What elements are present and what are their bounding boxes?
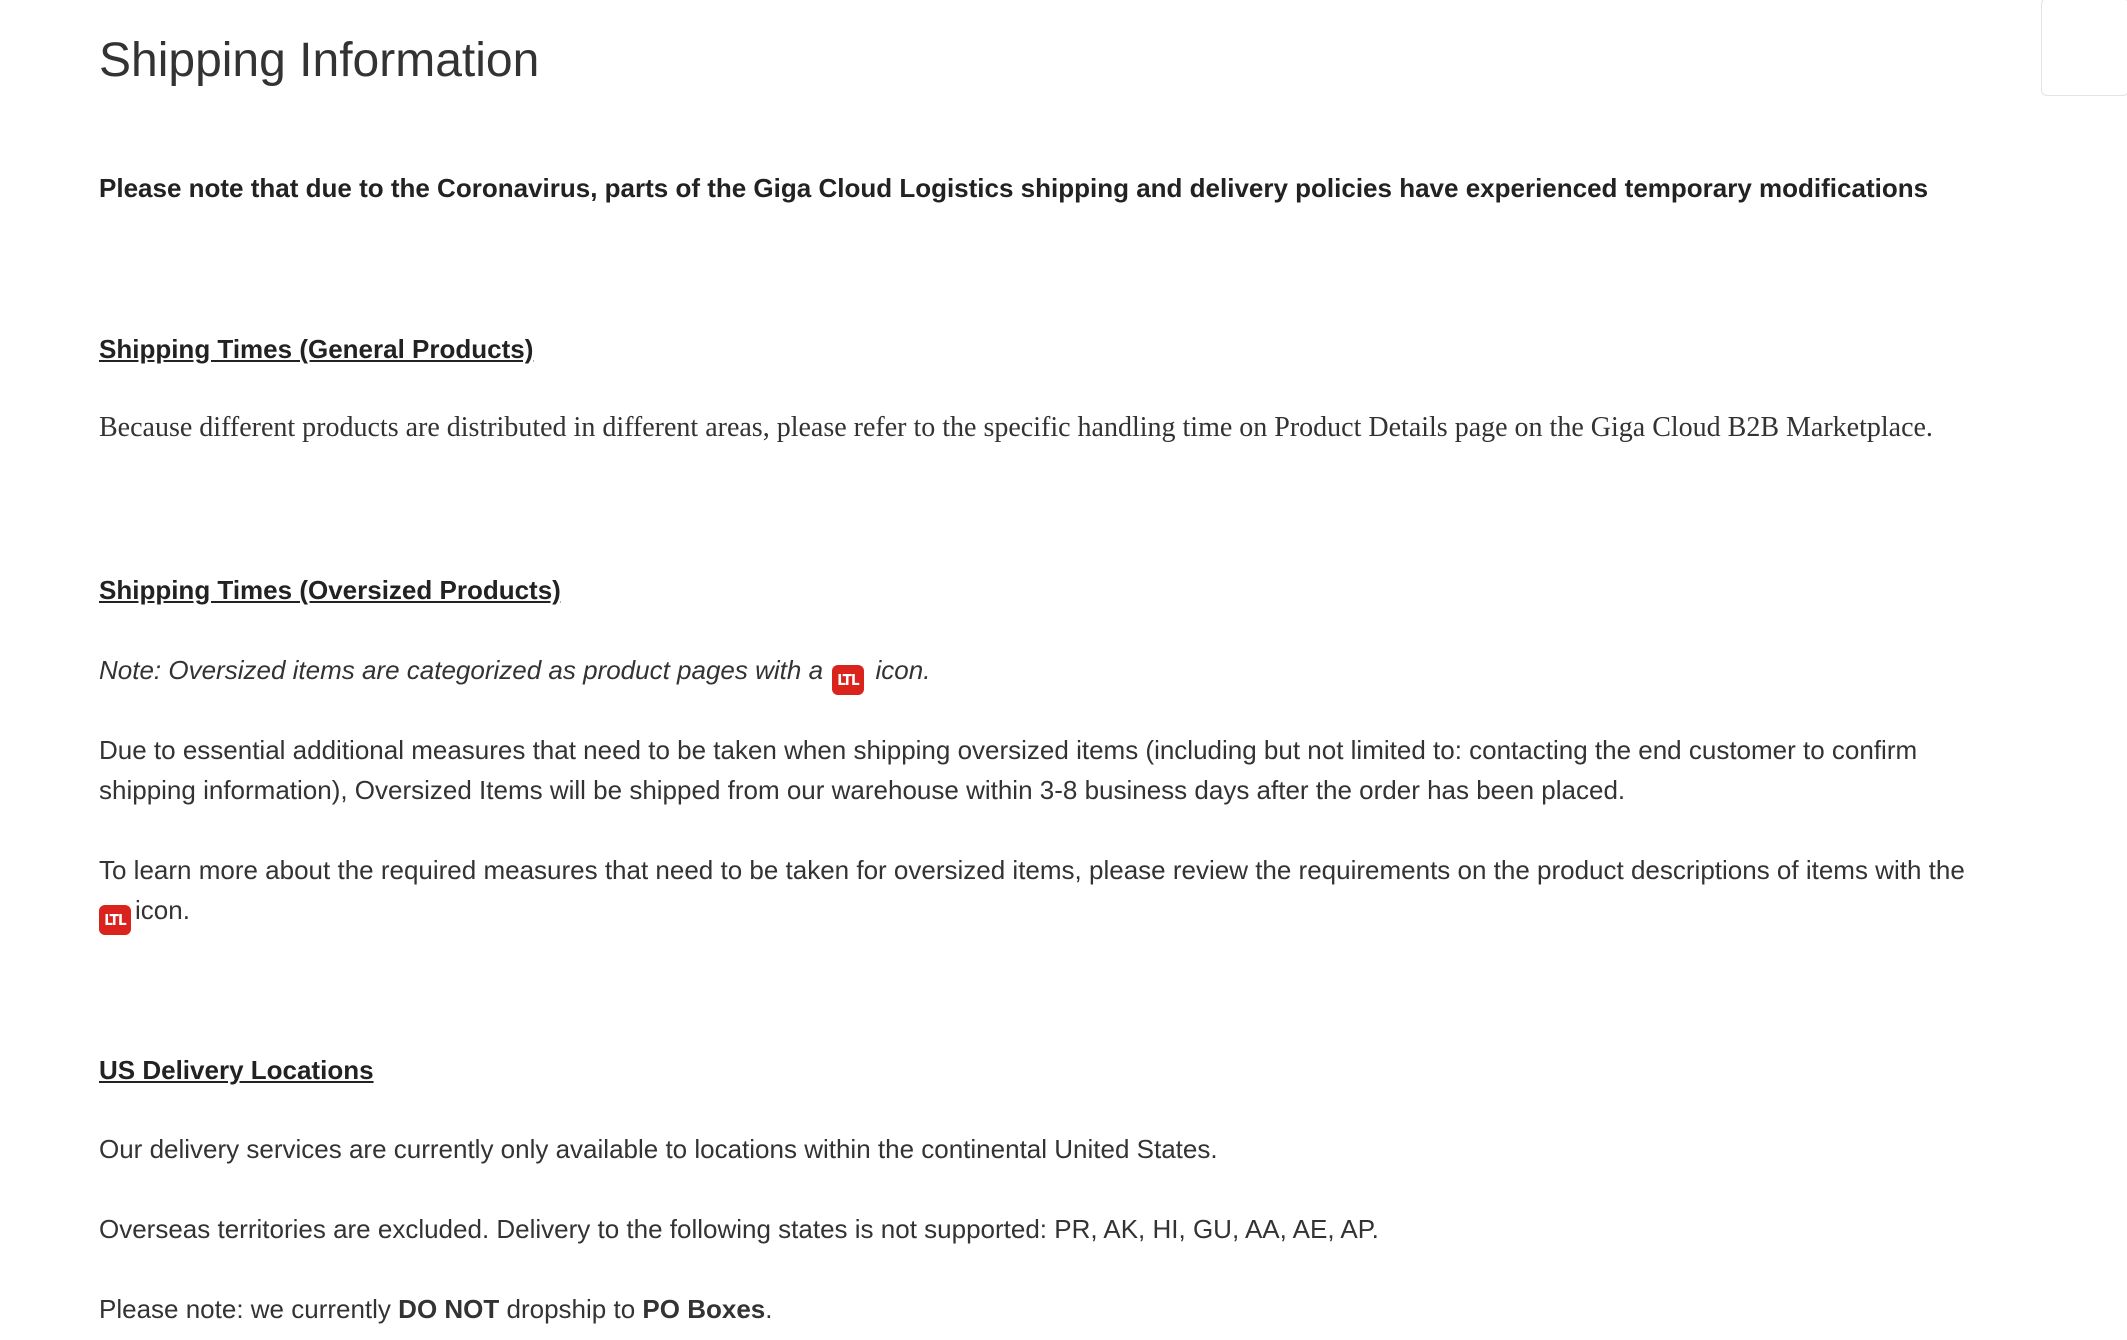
corner-panel — [2041, 0, 2127, 96]
ltl-badge-icon — [832, 665, 864, 695]
po-note-do-not: DO NOT — [398, 1294, 500, 1324]
general-products-body: Because different products are distributed in different areas, please refer to the specific handling time on Product Details page on the Giga Cloud B2B Marketplace. — [99, 412, 1933, 443]
oversized-note-text: Note: Oversized items are categorized as product pages with a — [99, 655, 824, 685]
general-products-heading: Shipping Times (General Products) — [99, 334, 534, 364]
po-note-po-boxes: PO Boxes — [642, 1294, 766, 1324]
oversized-note — [99, 650, 930, 695]
oversized-learn-line-1: To learn more about the required measures that need to be taken for oversized items, please review the requirements on the product descriptions of items with the — [99, 855, 1965, 885]
oversized-measures-line-1: Due to essential additional measures that need to be taken when shipping oversized items (including but not limited to: contacting the end customer to confirm — [99, 735, 1918, 765]
oversized-measures-line-2: shipping information), Oversized Items will be shipped from our warehouse within 3-8 business days after the order has been placed. — [99, 775, 1626, 805]
po-note-middle: dropship to — [506, 1294, 636, 1324]
po-note-prefix: Please note: we currently — [99, 1294, 391, 1324]
us-delivery-line-1: Our delivery services are currently only available to locations within the continental United States. — [99, 1134, 1218, 1164]
oversized-learn-line-2 — [99, 890, 190, 935]
po-box-note — [99, 1289, 772, 1329]
us-delivery-line-2: Overseas territories are excluded. Delivery to the following states is not supported: PR, AK, HI, GU, AA, AE, AP. — [99, 1214, 1379, 1244]
oversized-products-heading: Shipping Times (Oversized Products) — [99, 575, 561, 605]
page-title: Shipping Information — [99, 34, 540, 87]
oversized-learn-suffix: icon. — [135, 895, 190, 925]
coronavirus-notice: Please note that due to the Coronavirus, parts of the Giga Cloud Logistics shipping and delivery policies have experienced temporary modifications — [99, 173, 1929, 203]
ltl-badge-label: LTL — [104, 911, 126, 929]
ltl-badge-label: LTL — [837, 671, 860, 689]
us-delivery-heading: US Delivery Locations — [99, 1055, 374, 1085]
po-note-suffix: . — [765, 1294, 773, 1324]
ltl-badge-icon — [99, 905, 131, 935]
oversized-note-suffix: icon. — [875, 655, 931, 685]
